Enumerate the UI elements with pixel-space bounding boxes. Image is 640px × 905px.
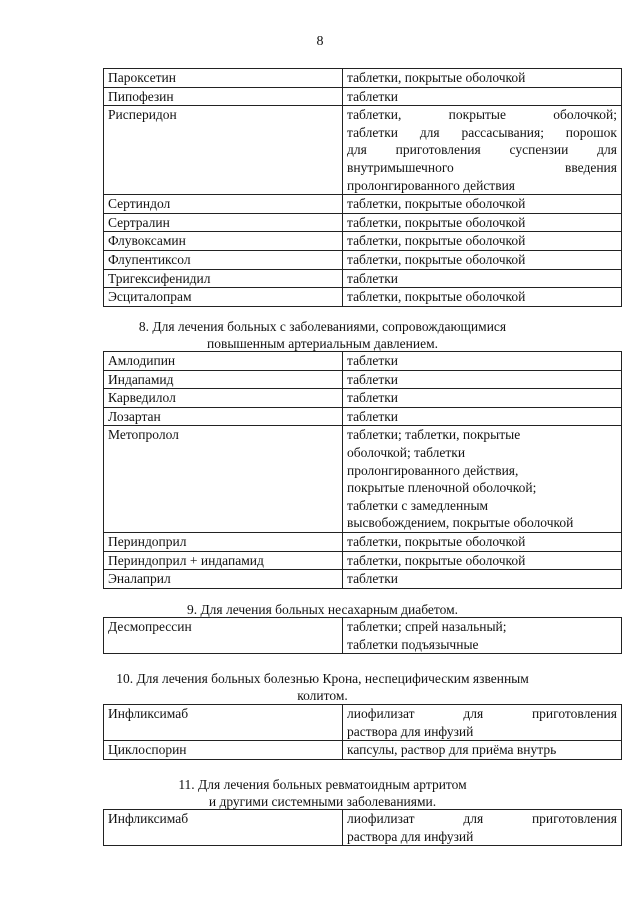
dosage-form-line: таблетки, покрытые оболочкой xyxy=(347,70,526,85)
table-row xyxy=(104,87,622,106)
dosage-form-line: таблетки xyxy=(347,371,399,387)
dosage-form-cell xyxy=(343,389,622,408)
dosage-form-line: таблетки xyxy=(347,408,399,424)
table-row xyxy=(104,407,622,426)
dosage-form-line: таблетки, покрытые оболочкой xyxy=(347,552,526,568)
table-row xyxy=(104,232,622,251)
drug-name-cell: Метопролол xyxy=(104,426,343,533)
section-10-heading xyxy=(95,670,550,704)
dosage-form-line: таблетки, покрытые оболочкой xyxy=(347,251,526,267)
dosage-form-cell xyxy=(343,810,622,846)
dosage-form-cell xyxy=(343,551,622,570)
dosage-form-cell xyxy=(343,106,622,195)
dosage-form-cell xyxy=(343,250,622,269)
table-row xyxy=(104,69,622,88)
drug-name-cell: Флупентиксол xyxy=(104,250,343,269)
dosage-form-line: для приготовления суспензии для xyxy=(347,142,617,158)
dosage-form-line: таблетки, покрытые оболочкой xyxy=(347,233,526,249)
drug-name-cell: Десмопрессин xyxy=(104,618,343,654)
drug-name-cell: Эналаприл xyxy=(104,570,343,589)
dosage-form-line: пролонгированного действия xyxy=(347,177,516,193)
dosage-form-line: таблетки xyxy=(347,353,399,368)
dosage-form-line: капсулы, раствор для приёма внутрь xyxy=(347,742,557,758)
section-11-table xyxy=(103,809,622,846)
heading-line: 9. Для лечения больных несахарным диабетом. xyxy=(186,602,459,617)
heading-line: 8. Для лечения больных с заболеваниями, сопровождающимися xyxy=(138,319,507,334)
dosage-form-line: таблетки, покрытые оболочкой; xyxy=(347,107,617,123)
dosage-form-cell xyxy=(343,213,622,232)
dosage-form-line: таблетки, покрытые оболочкой xyxy=(347,214,526,230)
dosage-form-cell xyxy=(343,407,622,426)
drug-name-cell: Инфликсимаб xyxy=(104,705,343,741)
dosage-form-cell xyxy=(343,705,622,741)
dosage-form-line: таблетки xyxy=(347,571,399,587)
table-row xyxy=(104,741,622,760)
dosage-form-line: таблетки; спрей назальный; xyxy=(347,619,507,634)
table-row xyxy=(104,532,622,551)
table-row xyxy=(104,551,622,570)
dosage-form-line: раствора для инфузий xyxy=(347,723,474,739)
heading-line: 10. Для лечения больных болезнью Крона, неспецифическим язвенным xyxy=(116,671,529,686)
dosage-form-line: пролонгированного действия, xyxy=(347,462,519,478)
drug-name-cell: Инфликсимаб xyxy=(104,810,343,846)
heading-line: повышенным артериальным давлением. xyxy=(206,336,439,351)
table-row xyxy=(104,213,622,232)
section-9-table xyxy=(103,617,622,654)
dosage-form-cell xyxy=(343,741,622,760)
dosage-form-cell xyxy=(343,87,622,106)
dosage-form-cell xyxy=(343,532,622,551)
heading-line: колитом. xyxy=(297,688,348,703)
dosage-form-line: таблетки, покрытые оболочкой xyxy=(347,533,526,549)
heading-line: и другими системными заболеваниями. xyxy=(208,794,437,809)
table-row xyxy=(104,250,622,269)
section-8-heading xyxy=(95,318,550,352)
table-row xyxy=(104,705,622,741)
dosage-form-line: таблетки xyxy=(347,390,399,406)
drug-name-cell: Сертиндол xyxy=(104,195,343,214)
section-9-heading xyxy=(95,601,550,618)
dosage-form-line: таблетки xyxy=(347,270,399,286)
dosage-form-line: оболочкой; таблетки xyxy=(347,444,466,460)
drug-name-cell: Амлодипин xyxy=(104,352,343,371)
dosage-form-line: таблетки xyxy=(347,88,399,104)
heading-line: 11. Для лечения больных ревматоидным артритом xyxy=(178,777,467,792)
dosage-form-cell xyxy=(343,570,622,589)
dosage-form-cell xyxy=(343,288,622,307)
section-11-heading xyxy=(95,776,550,810)
table-row xyxy=(104,370,622,389)
dosage-form-line: таблетки подъязычные xyxy=(347,636,479,652)
table-row xyxy=(104,618,622,654)
dosage-form-cell xyxy=(343,352,622,371)
drug-name-cell: Флувоксамин xyxy=(104,232,343,251)
dosage-form-line: таблетки, покрытые оболочкой xyxy=(347,289,526,305)
dosage-form-line: таблетки с замедленным xyxy=(347,497,489,513)
dosage-form-cell xyxy=(343,232,622,251)
dosage-form-line: внутримышечного введения xyxy=(347,159,617,175)
table-row xyxy=(104,810,622,846)
drug-name-cell: Лозартан xyxy=(104,407,343,426)
drug-name-cell: Пароксетин xyxy=(104,69,343,88)
drug-name-cell: Циклоспорин xyxy=(104,741,343,760)
drug-name-cell: Индапамид xyxy=(104,370,343,389)
dosage-form-cell xyxy=(343,195,622,214)
dosage-form-cell xyxy=(343,618,622,654)
table-row xyxy=(104,389,622,408)
drug-name-cell: Эсциталопрам xyxy=(104,288,343,307)
table-row xyxy=(104,352,622,371)
dosage-form-line: лиофилизат для приготовления xyxy=(347,811,617,826)
table-row xyxy=(104,426,622,533)
drug-name-cell: Периндоприл xyxy=(104,532,343,551)
section-10-table xyxy=(103,704,622,760)
drug-table-continued xyxy=(103,68,622,307)
dosage-form-line: высвобождением, покрытые оболочкой xyxy=(347,515,574,531)
drug-name-cell: Рисперидон xyxy=(104,106,343,195)
table-row xyxy=(104,570,622,589)
dosage-form-cell xyxy=(343,370,622,389)
page-number: 8 xyxy=(316,34,324,49)
table-row xyxy=(104,195,622,214)
drug-name-cell: Карведилол xyxy=(104,389,343,408)
dosage-form-line: лиофилизат для приготовления xyxy=(347,706,617,721)
dosage-form-line: раствора для инфузий xyxy=(347,828,474,844)
drug-name-cell: Сертралин xyxy=(104,213,343,232)
section-8-table xyxy=(103,351,622,589)
dosage-form-cell xyxy=(343,69,622,88)
table-row xyxy=(104,269,622,288)
drug-name-cell: Тригексифенидил xyxy=(104,269,343,288)
table-row xyxy=(104,288,622,307)
drug-name-cell: Пипофезин xyxy=(104,87,343,106)
table-row xyxy=(104,106,622,195)
dosage-form-cell xyxy=(343,269,622,288)
dosage-form-line: таблетки для рассасывания; порошок xyxy=(347,124,617,140)
dosage-form-line: таблетки; таблетки, покрытые xyxy=(347,427,521,443)
dosage-form-cell xyxy=(343,426,622,533)
dosage-form-line: покрытые пленочной оболочкой; xyxy=(347,480,537,496)
dosage-form-line: таблетки, покрытые оболочкой xyxy=(347,196,526,212)
drug-name-cell: Периндоприл + индапамид xyxy=(104,551,343,570)
